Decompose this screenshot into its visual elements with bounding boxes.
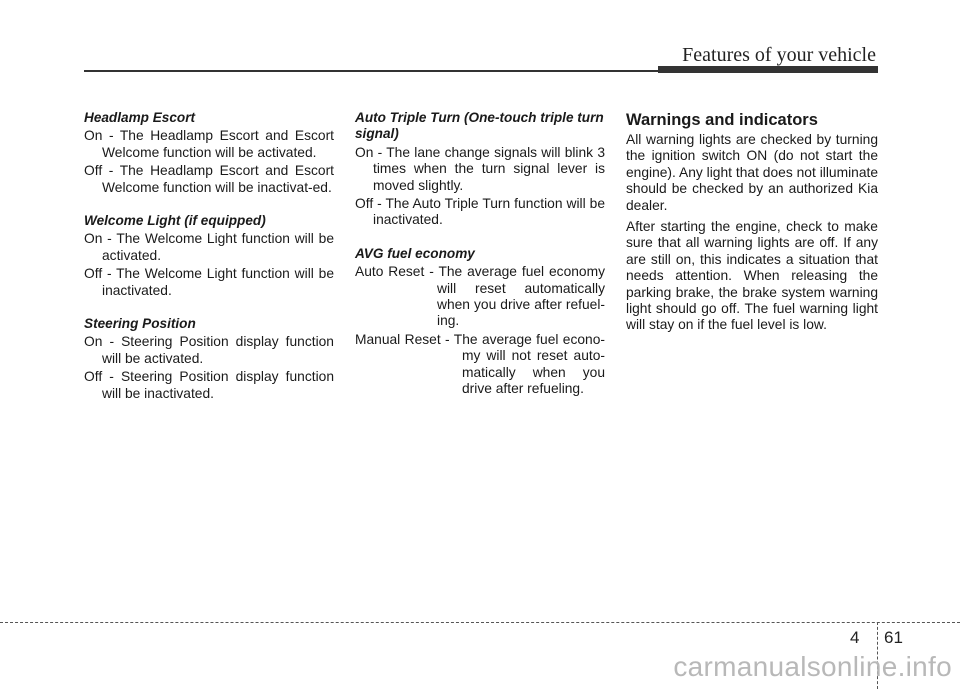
footer-rule xyxy=(0,622,960,623)
column-right xyxy=(626,110,878,339)
section-steering-position xyxy=(84,316,334,402)
section-welcome-light xyxy=(84,213,334,299)
option-off: Off - The Auto Triple Turn function will be inactivated. xyxy=(355,196,605,228)
chapter-number: 4 xyxy=(850,628,860,647)
header-rule-thick xyxy=(658,66,878,73)
option-manual-reset: Manual Reset - The average fuel econo-my will not reset auto-matically when you drive after refueling. xyxy=(355,331,605,397)
section-title: Auto Triple Turn (One-touch triple turn signal) xyxy=(355,110,604,142)
section-title: Welcome Light (if equipped) xyxy=(84,213,266,229)
option-on: On - Steering Position display function will be activated. xyxy=(84,334,334,366)
option-on: On - The Welcome Light function will be activated. xyxy=(84,231,334,263)
section-headlamp-escort xyxy=(84,110,334,196)
option-auto-reset: Auto Reset - The average fuel economy will reset automatically when you drive after refuel-ing. xyxy=(355,264,605,329)
paragraph: After starting the engine, check to make sure that all warning lights are off. If any are still on, this indicates a situation that needs attention. When releasing the parking brake, the brake system warning light should go off. The fuel warning light will stay on if the fuel level is low. xyxy=(626,219,878,333)
section-title: Steering Position xyxy=(84,316,196,332)
paragraph: All warning lights are checked by turning the ignition switch ON (do not start the engine). Any light that does not illuminate should be checked by an authorized Kia dealer. xyxy=(626,132,878,213)
option-off: Off - Steering Position display function will be inactivated. xyxy=(84,369,334,401)
section-auto-triple-turn xyxy=(355,110,605,229)
section-title: Headlamp Escort xyxy=(84,110,196,125)
chapter-title: Features of your vehicle xyxy=(682,44,876,66)
option-on: On - The Headlamp Escort and Escort Welcome function will be activated. xyxy=(84,128,334,160)
option-off: Off - The Headlamp Escort and Escort Welcome function will be inactivat-ed. xyxy=(84,163,334,195)
watermark: carmanualsonline.info xyxy=(673,651,952,682)
option-on: On - The lane change signals will blink 3 times when the turn signal lever is moved slightly. xyxy=(355,144,605,193)
section-heading: Warnings and indicators xyxy=(626,111,818,129)
section-avg-fuel-economy xyxy=(355,246,605,398)
section-title: AVG fuel economy xyxy=(355,245,475,261)
column-middle xyxy=(355,110,605,400)
page-number: 61 xyxy=(884,628,903,647)
option-off: Off - The Welcome Light function will be inactivated. xyxy=(84,266,334,298)
column-left xyxy=(84,110,334,404)
